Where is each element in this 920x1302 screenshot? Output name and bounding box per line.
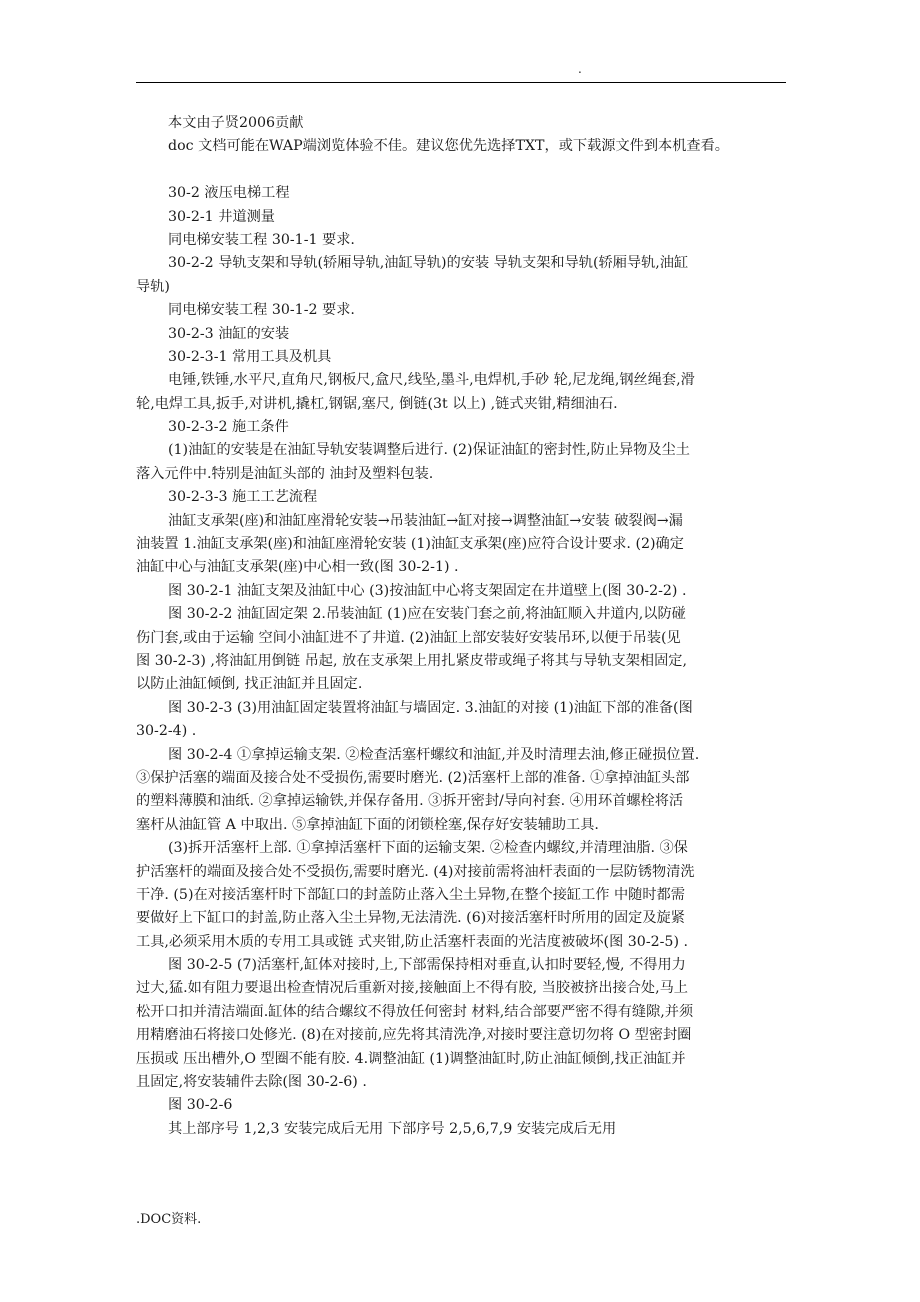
text-line: 轮,电焊工具,扳手,对讲机,撬杠,钢锯,塞尺, 倒链(3t 以上) ,链式夹钳,精细油石. [136, 395, 618, 412]
text-line: 同电梯安装工程 30-1-2 要求. [168, 302, 355, 319]
document-body [136, 112, 786, 1141]
text-line: 30-2-3 油缸的安装 [168, 325, 290, 342]
text-line: 30-2-3-2 施工条件 [168, 419, 289, 436]
text-line: 伤门套,或由于运输 空间小油缸进不了井道. (2)油缸上部安装好安装吊环,以便于吊装(见 [136, 629, 681, 646]
footer-text: .DOC资料. [136, 1212, 202, 1227]
text-line: 电锤,铁锤,水平尺,直角尺,钢板尺,盒尺,线坠,墨斗,电焊机,手砂 轮,尼龙绳,钢丝绳套,滑 [168, 372, 695, 389]
text-line: 图 30-2-4 ①拿掉运输支架. ②检查活塞杆螺纹和油缸,并及时清理去油,修正碰损位置. [168, 746, 700, 763]
text-line: 松开口扣并清洁端面.缸体的结合螺纹不得放任何密封 材料,结合部要严密不得有缝隙,并须 [136, 1003, 694, 1020]
text-line: (1)油缸的安装是在油缸导轨安装调整后进行. (2)保证油缸的密封性,防止异物及尘土 [168, 442, 690, 459]
blank-line [136, 159, 786, 182]
text-line: 30-2-3-1 常用工具及机具 [168, 348, 332, 365]
text-line: (3)拆开活塞杆上部. ①拿掉活塞杆下面的运输支架. ②检查内螺纹,并清理油脂. ③保 [168, 840, 688, 857]
text-line: 图 30-2-3 (3)用油缸固定装置将油缸与墙固定. 3.油缸的对接 (1)油缸下部的准备(图 [168, 699, 693, 716]
text-line: 30-2-3-3 施工工艺流程 [168, 489, 318, 506]
text-line: 且固定,将安装辅件去除(图 30-2-6) . [136, 1074, 367, 1091]
header-rule [136, 82, 786, 83]
text-line: 图 30-2-1 油缸支架及油缸中心 (3)按油缸中心将支架固定在井道壁上(图 30-2-2) . [168, 582, 687, 599]
text-line: 同电梯安装工程 30-1-1 要求. [168, 231, 355, 248]
text-line: 图 30-2-2 油缸固定架 2.吊装油缸 (1)应在安装门套之前,将油缸顺入井道内,以防碰 [168, 606, 686, 623]
text-line: 导轨) [136, 278, 170, 295]
text-line: 图 30-2-5 (7)活塞杆,缸体对接时,上,下部需保持相对垂直,认扣时要轻,慢, 不得用力 [168, 957, 686, 974]
text-line: 工具,必须采用木质的专用工具或链 式夹钳,防止活塞杆表面的光洁度被破坏(图 30-2-5) . [136, 933, 689, 950]
text-line: 要做好上下缸口的封盖,防止落入尘土异物,无法清洗. (6)对接活塞杆时所用的固定及旋紧 [136, 910, 685, 927]
text-line: 用精磨油石将接口处修光. (8)在对接前,应先将其清洗净,对接时要注意切勿将 O 型密封圈 [136, 1027, 692, 1044]
text-line: 图 30-2-6 [168, 1097, 233, 1114]
text-line: 油装置 1.油缸支承架(座)和油缸座滑轮安装 (1)油缸支承架(座)应符合设计要求. (2)确定 [136, 536, 684, 553]
text-line: 油缸支承架(座)和油缸座滑轮安装→吊装油缸→缸对接→调整油缸→安装 破裂阀→漏 [168, 512, 683, 529]
text-line: ③保护活塞的端面及接合处不受损伤,需要时磨光. (2)活塞杆上部的准备. ①拿掉油缸头部 [136, 769, 690, 786]
text-line: 干净. (5)在对接活塞杆时下部缸口的封盖防止落入尘土异物,在整个接缸工作 中随时都需 [136, 886, 685, 903]
text-line: 30-2-4) . [136, 723, 197, 740]
text-line: 的塑料薄膜和油纸. ②拿掉运输铁,并保存备用. ③拆开密封/导向衬套. ④用环首螺栓将活 [136, 793, 684, 810]
text-line: 压损或 压出槽外,O 型圈不能有胶. 4.调整油缸 (1)调整油缸时,防止油缸倾倒,找正油缸并 [136, 1050, 686, 1067]
text-line: 落入元件中.特别是油缸头部的 油封及塑料包装. [136, 465, 434, 482]
text-line: 图 30-2-3) ,将油缸用倒链 吊起, 放在支承架上用扎紧皮带或绳子将其与导轨支架相固定, [136, 652, 687, 669]
text-line: 油缸中心与油缸支承架(座)中心相一致(图 30-2-1) . [136, 559, 459, 576]
text-line: 30-2-2 导轨支架和导轨(轿厢导轨,油缸导轨)的安装 导轨支架和导轨(轿厢导轨,油缸 [168, 255, 689, 272]
header-dot: . [578, 62, 582, 76]
text-line: 其上部序号 1,2,3 安装完成后无用 下部序号 2,5,6,7,9 安装完成后无用 [168, 1120, 617, 1137]
text-line: 过大,猛.如有阻力要退出检查情况后重新对接,接触面上不得有胶, 当胶被挤出接合处,马上 [136, 980, 688, 997]
text-line: doc 文档可能在WAP端浏览体验不佳。建议您优先选择TXT，或下载源文件到本机查看。 [168, 138, 729, 155]
text-line: 30-2-1 井道测量 [168, 208, 275, 225]
text-line: 本文由子贤2006贡献 [168, 115, 304, 131]
text-line: 护活塞杆的端面及接合处不受损伤,需要时磨光. (4)对接前需将油杆表面的一层防锈物清洗 [136, 863, 695, 880]
text-line: 以防止油缸倾倒, 找正油缸并且固定. [136, 676, 363, 693]
text-line: 塞杆从油缸管 A 中取出. ⑤拿掉油缸下面的闭锁栓塞,保存好安装辅助工具. [136, 816, 599, 833]
text-line: 30-2 液压电梯工程 [168, 185, 290, 202]
